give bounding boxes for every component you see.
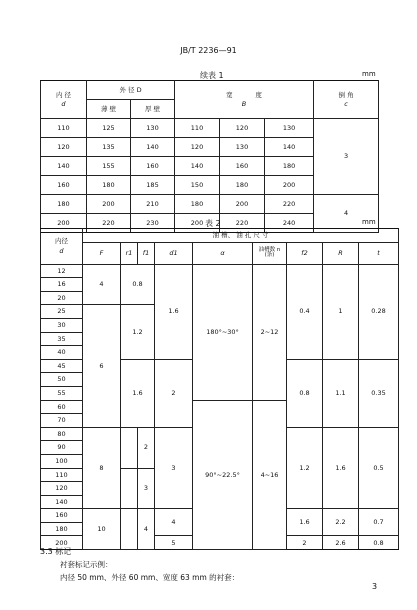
table-row: 20 — [41, 291, 399, 305]
table2 — [40, 228, 399, 550]
table-row: 45 1.6 2 0.8 1.1 0.35 — [41, 359, 399, 373]
table-row: 60 90°~22.5° 4~16 — [41, 400, 399, 414]
t2-header-f1: f1 — [138, 242, 155, 264]
table-row: 50 — [41, 373, 399, 387]
table-row: 120 — [41, 482, 399, 496]
t1-chamfer-1: 3 — [314, 119, 379, 195]
table-row: 35 — [41, 332, 399, 346]
table-row: 90 — [41, 441, 399, 455]
table-row: 180 — [41, 522, 399, 536]
table-row: 160 10 4 4 1.6 2.2 0.7 — [41, 509, 399, 523]
table-row: 55 — [41, 386, 399, 400]
t2-header-inner: 内径 d — [41, 229, 83, 265]
table-row: 70 — [41, 414, 399, 428]
table1-unit: mm — [362, 70, 376, 78]
section-line-1: 衬套标记示例： — [60, 560, 113, 569]
t1-header-width: 宽 度 B — [175, 81, 314, 119]
table-row: 100 — [41, 454, 399, 468]
table2-title: 表 2 — [205, 219, 221, 228]
t2-header-r1: r1 — [121, 242, 138, 264]
page-number: 3 — [372, 582, 378, 591]
t1-header-outer: 外 径 D — [87, 81, 175, 100]
table-row: 16 — [41, 278, 399, 292]
t2-header-R: R — [323, 242, 359, 264]
t2-header-f2: f2 — [287, 242, 323, 264]
table2-unit: mm — [362, 218, 376, 226]
table-row: 200 5 2 2.6 0.8 — [41, 536, 399, 550]
section-heading: 3.3 标记 — [40, 547, 72, 556]
t2-header-alpha: α — [193, 242, 253, 264]
t1-header-thin: 薄 壁 — [87, 100, 131, 119]
table-row: 140 155 160 140 160 180 — [41, 157, 379, 176]
table-row: 110 3 — [41, 468, 399, 482]
t2-header-F: F — [83, 242, 121, 264]
table-row: 140 — [41, 495, 399, 509]
table-row: 120 135 140 120 130 140 — [41, 138, 379, 157]
table-row: 200 220 230 200 220 240 — [41, 214, 379, 233]
section-line-2: 内径 50 mm、外径 60 mm、宽度 63 mm 的衬套： — [60, 573, 240, 582]
t2-header-group: 油 槽、 油 孔 尺 寸 — [83, 229, 399, 243]
table-row: 110 125 130 110 120 130 3 — [41, 119, 379, 138]
table-row: 160 180 185 150 180 200 — [41, 176, 379, 195]
table-row: 25 6 1.2 — [41, 305, 399, 319]
t1-chamfer-2: 4 — [314, 195, 379, 233]
t1-header-thick: 厚 壁 — [131, 100, 175, 119]
table-row: 30 — [41, 318, 399, 332]
t2-header-t: t — [359, 242, 399, 264]
standard-number: JB/T 2236—91 — [180, 46, 237, 55]
table1-title: 续表 1 — [200, 71, 224, 80]
t2-header-count: 油槽数 n (条) — [253, 242, 287, 264]
t1-header-inner: 内 径 d — [41, 81, 87, 119]
table-row: 80 8 2 3 1.2 1.6 0.5 — [41, 427, 399, 441]
table-row: 180 200 210 180 200 220 4 — [41, 195, 379, 214]
table1 — [40, 80, 379, 233]
t2-header-d1: d1 — [155, 242, 193, 264]
t1-header-chamfer: 倒 角 c — [314, 81, 379, 119]
table-row: 40 — [41, 346, 399, 360]
table-row: 12 4 0.8 1.6 180°~30° 2~12 0.4 1 0.28 — [41, 264, 399, 278]
